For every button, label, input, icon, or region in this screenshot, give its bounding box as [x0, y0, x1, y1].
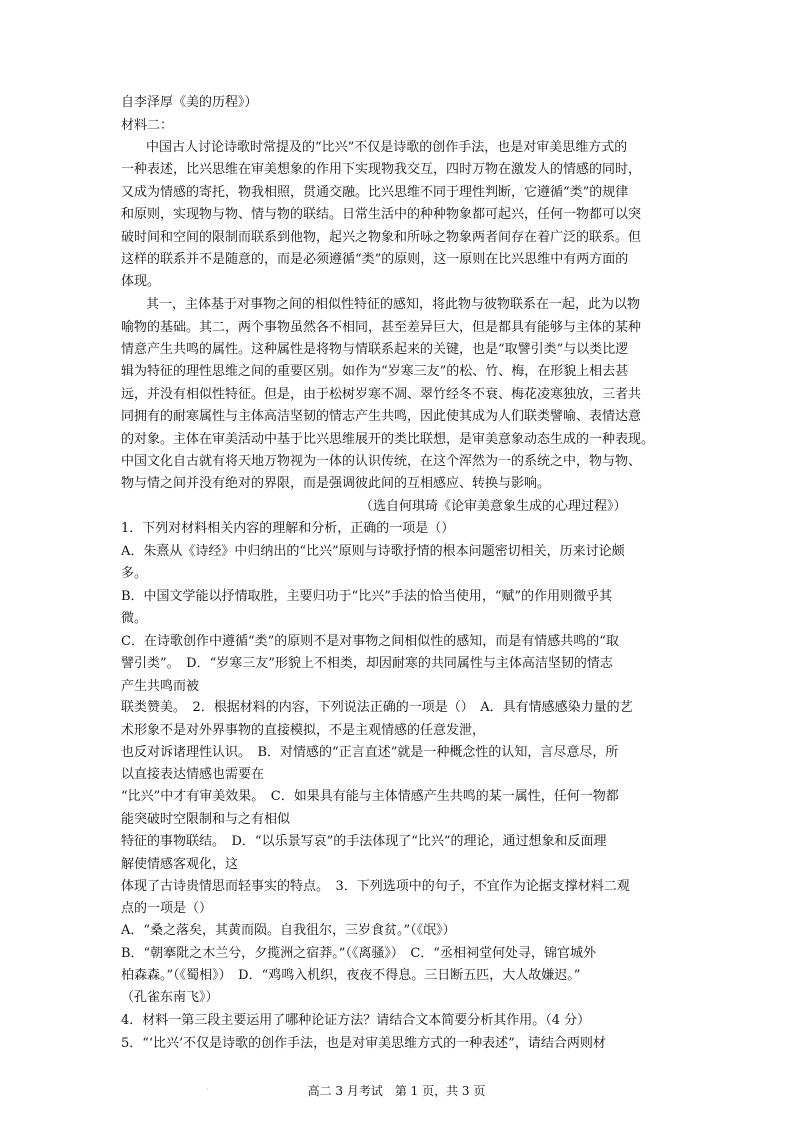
text-line: 以直接表达情感也需要在	[121, 767, 265, 782]
text-line: 中国文化自古就有将天地万物视为一体的认识传统，在这个浑然为一的系统之中，物与物、	[121, 454, 642, 469]
text-line: 中国古人讨论诗歌时常提及的“比兴”不仅是诗歌的创作手法，也是对审美思维方式的	[146, 140, 628, 155]
text-line: 譬引类”。 D．“岁寒三友”形貌上不相类，却因耐寒的共同属性与主体高洁坚韧的情志	[121, 656, 613, 671]
text-line: 其一，主体基于对事物之间的相似性特征的感知，将此物与彼物联系在一起，此为以物	[146, 297, 641, 312]
text-line: 体现。	[121, 274, 161, 289]
text-line: 材料二：	[121, 118, 174, 133]
text-line: 远，并没有相似性特征。但是，由于松树岁寒不凋、翠竹经冬不衰、梅花凌寒独放，三者共	[121, 387, 642, 402]
text-line: “比兴”中才有审美效果。 C．如果具有能与主体情感产生共鸣的某一属性，任何一物都	[121, 789, 619, 804]
text-line: （孔雀东南飞》）	[121, 990, 219, 1005]
text-line: 喻物的基础。其二，两个事物虽然各不相同，甚至差异巨大，但是都具有能够与主体的某种	[121, 320, 642, 335]
text-line: 又成为情感的寄托，物我相照，贯通交融。比兴思维不同于理性判断，它遵循“类”的规律	[121, 185, 629, 200]
text-line: 和原则，实现物与物、情与物的联结。日常生活中的种种物象都可起兴，任何一物都可以突	[121, 207, 642, 222]
text-line: 这样的联系并不是随意的，而是必须遵循“类”的原则，这一原则在比兴思维中有两方面的	[121, 252, 629, 267]
text-line: A．朱熹从《诗经》中归纳出的“比兴”原则与诗歌抒情的根本问题密切相关，历来讨论颇	[121, 544, 625, 559]
text-line: 柏森森。”（《蜀相》） D．“鸡鸣入机织，夜夜不得息。三日断五匹，大人故嫌迟。”	[121, 968, 581, 983]
text-line: A．“桑之落矣，其黄而陨。自我徂尔，三岁食贫。”（《氓》）	[121, 923, 456, 938]
text-line: 一种表述，比兴思维在审美想象的作用下实现物我交互，四时万物在激发人的情感的同时，	[121, 162, 642, 177]
text-line: B．中国文学能以抒情取胜，主要归功于“比兴”手法的恰当使用，“赋”的作用则微乎其	[121, 589, 613, 604]
footer-mark: ·	[206, 1085, 209, 1095]
text-line: 解使情感客观化，这	[121, 857, 239, 872]
text-line: C．在诗歌创作中遵循“类”的原则不是对事物之间相似性的感知，而是有情感共鸣的“取	[121, 634, 619, 649]
text-line: 辑为特征的理性思维之间的重要区别。如作为“岁寒三友”的松、竹、梅，在形貌上相去甚	[121, 364, 629, 379]
text-line: 术形象不是对外界事物的直接模拟，不是主观情感的任意发泄，	[121, 723, 486, 738]
text-line: 1．下列对材料相关内容的理解和分析，正确的一项是（）	[121, 521, 455, 536]
text-line: B．“朝搴阰之木兰兮，夕揽洲之宿莽。”（《离骚》） C．“丞相祠堂何处寻，锦官城外	[121, 946, 596, 961]
text-line: 点的一项是（）	[121, 901, 213, 916]
text-line: 特征的事物联结。 D．“以乐景写哀”的手法体现了“比兴”的理论，通过想象和反面理	[121, 834, 607, 849]
text-line: 5．“‘比兴’不仅是诗歌的创作手法，也是对审美思维方式的一种表述”，请结合两则材	[121, 1036, 606, 1051]
page-footer: 高二 3 月考试 第 1 页，共 3 页	[307, 1084, 486, 1098]
text-line: 多。	[121, 566, 148, 581]
text-line: 破时间和空间的限制而联系到他物，起兴之物象和所咏之物象两者间存在着广泛的联系。但	[121, 230, 642, 245]
text-line: 的对象。主体在审美活动中基于比兴思维展开的类比联想，是审美意象动态生成的一种表现。	[121, 432, 655, 447]
text-line: 产生共鸣而被	[121, 679, 200, 694]
text-line: 物与情之间并没有绝对的界限，而是强调彼此间的互相感应、转换与影响。	[121, 476, 551, 491]
text-line: （选自何琪琦《论审美意象生成的心理过程》）	[360, 499, 627, 514]
text-line: 体现了古诗贵情思而轻事实的特点。 3．下列选项中的句子，不宜作为论据支撑材料二观	[121, 879, 630, 894]
text-line: 能突破时空限制和与之有相似	[121, 812, 291, 827]
text-line: 微。	[121, 611, 148, 626]
text-line: 同拥有的耐寒属性与主体高洁坚韧的情志产生共鸣，因此使其成为人们联类譬喻、表情达意	[121, 409, 642, 424]
text-line: 4．材料一第三段主要运用了哪种论证方法？请结合文本简要分析其作用。（4 分）	[121, 1013, 591, 1028]
text-line: 情意产生共鸣的属性。这种属性是将物与情联系起来的关键，也是“取譬引类”与以类比逻	[121, 342, 629, 357]
text-line: 也反对诉诸理性认识。 B．对情感的“正言直述”就是一种概念性的认知，言尽意尽，所	[121, 745, 619, 760]
text-line: 联类赞美。 2．根据材料的内容，下列说法正确的一项是（） A．具有情感感染力量的艺	[121, 700, 633, 715]
text-line: 自李泽厚《美的历程》）	[121, 95, 258, 110]
